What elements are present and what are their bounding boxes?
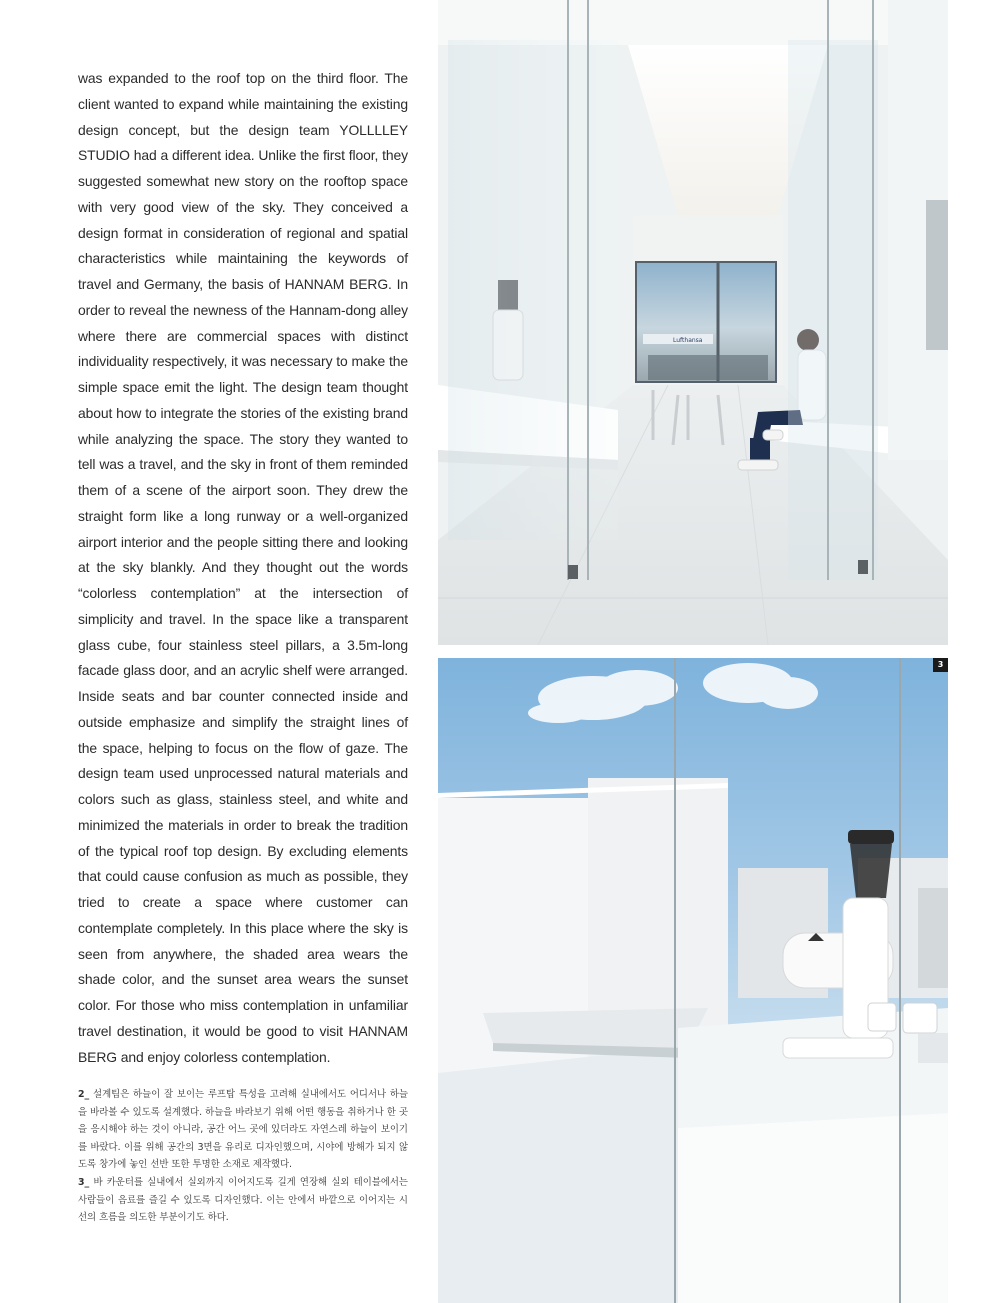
photo-number-badge: 3 (933, 658, 948, 672)
caption-3-text: 바 카운터를 실내에서 실외까지 이어지도록 길게 연장해 실외 테이블에서는 사람들이 음료를 즐길 수 있도록 디자인했다. 이는 안에서 바깥으로 이어지는 시선의 흐름을 의도한 부분이기도 하다. (78, 1176, 408, 1224)
caption-3-number: 3_ (78, 1176, 90, 1188)
photo-glass-cube-interior (438, 0, 948, 645)
caption-2-number: 2_ (78, 1089, 90, 1100)
caption-3 (78, 1174, 408, 1227)
lufthansa-sign: Lufthansa (673, 337, 703, 344)
photo-bar-counter-sky (438, 658, 948, 1303)
photo-captions (78, 1086, 408, 1227)
caption-2-text: 설계팀은 하늘이 잘 보이는 루프탑 특성을 고려해 실내에서도 어디서나 하늘을 바라볼 수 있도록 설계했다. 하늘을 바라보기 위해 어떤 행동을 취하거나 한 곳을 응시해야 하는 것이 아니라, 공간 어느 곳에 있더라도 자연스레 하늘이 보이기를 바랐다. 이를 위해 공간의 3면을 유리로 디자인했으며, 시야에 방해가 되지 않도록 창가에 놓인 선반 또한 투명한 소재로 제작했다. (78, 1089, 408, 1171)
article-body (78, 66, 408, 1070)
caption-2 (78, 1086, 408, 1174)
article-paragraph: was expanded to the roof top on the third floor. The client wanted to expand while maintaining the existing design concept, but the design team YOLLLLEY STUDIO had a different idea. Unlike the first floor, they suggested somewhat new story on the rooftop space with very good view of the sky. They conceived a design format in consideration of regional and spatial characteristics while maintaining the keywords of travel and Germany, the basis of HANNAM BERG. In order to reveal the newness of the Hannam-dong alley where there are commercial spaces with distinct individuality respectively, it was necessary to make the simple space emit the light. The design team thought about how to integrate the stories of the existing brand while analyzing the space. The story they wanted to tell was a travel, and the sky in front of them reminded them of a scene of the airport soon. They drew the straight form like a long runway or a well-organized airport interior and the people sitting there and looking at the sky blankly. And they thought out the words “colorless contemplation” at the intersection of simplicity and travel. In the space like a transparent glass cube, four stainless steel pillars, a 3.5m-long facade glass door, and an acrylic shelf were arranged. Inside seats and bar counter connected inside and outside emphasize and simplify the straight lines of the space, helping to focus on the flow of gaze. The design team used unprocessed natural materials and colors such as glass, stainless steel, and white and minimized the materials in order to break the tradition of the typical roof top design. By excluding elements that could cause confusion as much as possible, they tried to create a space where customer can contemplate completely. In this place where the sky is seen from anywhere, the shaded area wears the shade color, and the sunset area wears the sunset color. For those who miss contemplation in unfamiliar travel destination, it would be good to visit HANNAM BERG and enjoy colorless contemplation. (78, 70, 408, 1065)
